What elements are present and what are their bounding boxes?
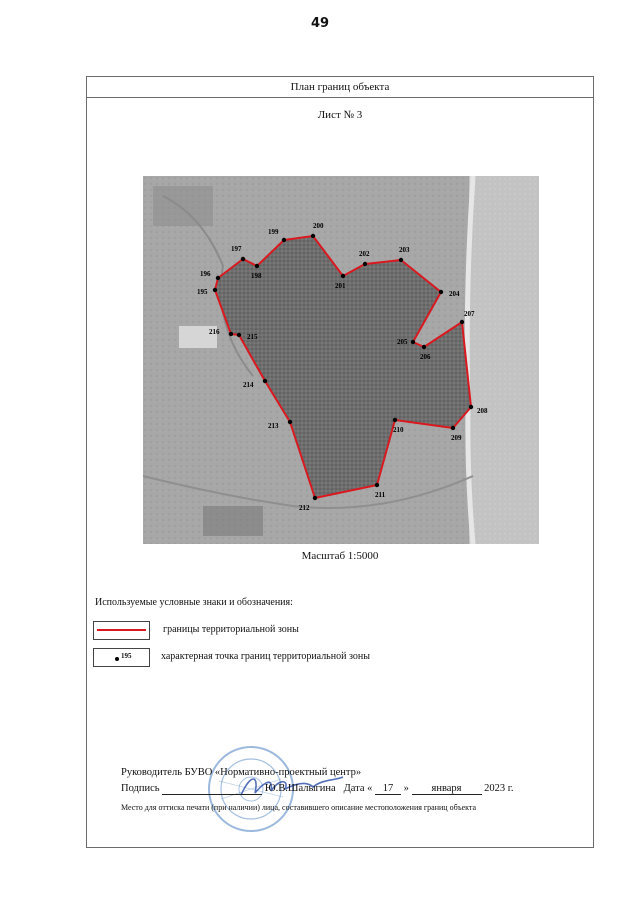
boundary-point-label-210: 210 [393, 426, 404, 434]
boundary-point-label-199: 199 [268, 228, 279, 236]
legend-point-symbol [93, 648, 150, 667]
boundary-point-label-200: 200 [313, 222, 324, 230]
boundary-point-label-197: 197 [231, 245, 242, 253]
boundary-point-215 [237, 333, 241, 337]
boundary-point-199 [282, 238, 286, 242]
boundary-point-label-212: 212 [299, 504, 310, 512]
legend-boundary-label: границы территориальной зоны [163, 624, 299, 635]
signature-line-sign [121, 783, 514, 795]
legend-point-label: характерная точка границ территориальной зоны [161, 651, 370, 662]
boundary-point-label-205: 205 [397, 338, 408, 346]
boundary-point-label-198: 198 [251, 272, 262, 280]
boundary-point-211 [375, 483, 379, 487]
seal-place-note: Место для оттиска печати (при наличии) лица, составившего описание местоположения границ объекта [121, 803, 477, 812]
page-number: 49 [310, 16, 330, 31]
boundary-point-label-215: 215 [247, 333, 258, 341]
legend-point-number: 195 [121, 652, 132, 660]
point-dot-icon [115, 657, 119, 661]
signer-name: Ю.В.Шалыгина [264, 783, 336, 794]
boundary-point-207 [460, 320, 464, 324]
boundary-point-label-202: 202 [359, 250, 370, 258]
sign-label: Подпись [121, 783, 160, 794]
boundary-point-label-208: 208 [477, 407, 488, 415]
red-line-icon [97, 629, 146, 631]
boundary-point-label-216: 216 [209, 328, 220, 336]
scale-label: Масштаб 1:5000 [301, 550, 379, 562]
boundary-point-206 [422, 345, 426, 349]
map-trees-north [153, 186, 213, 226]
boundary-point-label-211: 211 [375, 491, 386, 499]
sheet-label: Лист № 3 [317, 109, 363, 121]
legend-boundary-symbol [93, 621, 150, 640]
boundary-point-201 [341, 274, 345, 278]
boundary-point-label-206: 206 [420, 353, 431, 361]
boundary-point-label-203: 203 [399, 246, 410, 254]
aerial-map [143, 176, 539, 544]
boundary-point-216 [229, 332, 233, 336]
legend-title: Используемые условные знаки и обозначения: [95, 597, 293, 608]
signature-line-head: Руководитель БУВО «Нормативно-проектный центр» [121, 767, 362, 778]
date-close-quote: » [403, 783, 409, 794]
boundary-point-label-195: 195 [197, 288, 208, 296]
boundary-point-204 [439, 290, 443, 294]
boundary-plan-frame [86, 76, 594, 848]
boundary-point-195 [213, 288, 217, 292]
boundary-point-label-201: 201 [335, 282, 346, 290]
map-sand-area [469, 176, 539, 544]
boundary-point-label-196: 196 [200, 270, 211, 278]
boundary-point-213 [288, 420, 292, 424]
plan-title: План границ объекта [87, 77, 593, 98]
boundary-point-label-214: 214 [243, 381, 254, 389]
signature-blank [162, 783, 262, 795]
boundary-point-212 [313, 496, 317, 500]
boundary-point-label-209: 209 [451, 434, 462, 442]
boundary-point-203 [399, 258, 403, 262]
date-year: 2023 г. [484, 783, 514, 794]
boundary-point-198 [255, 264, 259, 268]
boundary-point-202 [363, 262, 367, 266]
boundary-point-208 [469, 405, 473, 409]
boundary-point-label-207: 207 [464, 310, 475, 318]
boundary-point-214 [263, 379, 267, 383]
boundary-point-209 [451, 426, 455, 430]
boundary-point-210 [393, 418, 397, 422]
map-trees-south [203, 506, 263, 536]
boundary-point-label-204: 204 [449, 290, 460, 298]
boundary-point-205 [411, 340, 415, 344]
date-label: Дата « [343, 783, 373, 794]
boundary-point-200 [311, 234, 315, 238]
boundary-point-197 [241, 257, 245, 261]
boundary-point-label-213: 213 [268, 422, 279, 430]
date-day: 17 [375, 783, 401, 795]
boundary-point-196 [216, 276, 220, 280]
date-month: января [412, 783, 482, 795]
